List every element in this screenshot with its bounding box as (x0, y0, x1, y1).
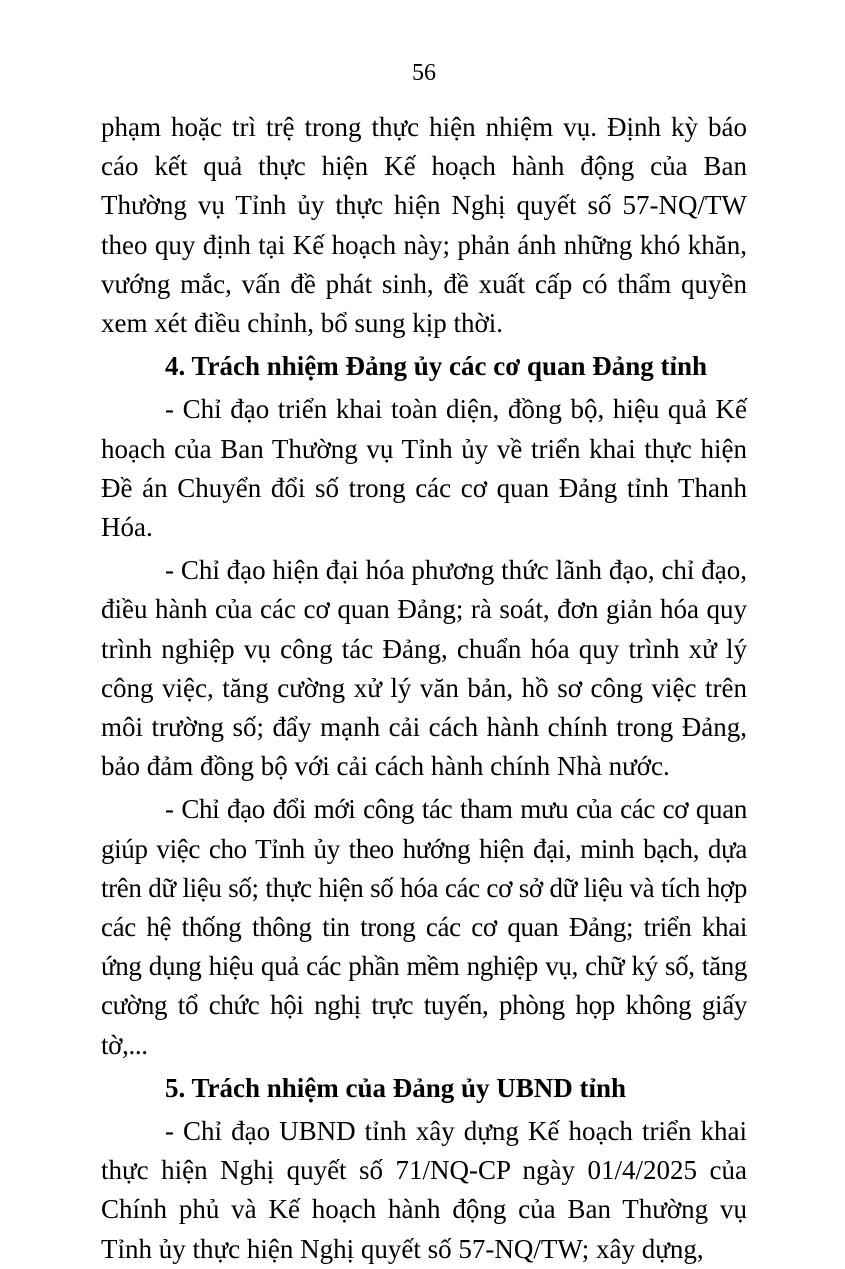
paragraph-bullet: - Chỉ đạo triển khai toàn diện, đồng bộ, hiệu quả Kế hoạch của Ban Thường vụ Tỉnh ủy về triển khai thực hiện Đề án Chuyển đổi số trong các cơ quan Đảng tỉnh Thanh Hóa. (101, 394, 747, 543)
page-number: 56 (412, 60, 436, 86)
paragraph-continuation: phạm hoặc trì trệ trong thực hiện nhiệm vụ. Định kỳ báo cáo kết quả thực hiện Kế hoạch hành động của Ban Thường vụ Tỉnh ủy thực hiện Nghị quyết số 57-NQ/TW theo quy định tại Kế hoạch này; phản ánh những khó khăn, vướng mắc, vấn đề phát sinh, đề xuất cấp có thẩm quyền xem xét điều chỉnh, bổ sung kịp thời. (101, 112, 747, 339)
paragraph-bullet: - Chỉ đạo UBND tỉnh xây dựng Kế hoạch triển khai thực hiện Nghị quyết số 71/NQ-CP ngày 01/4/2025 của Chính phủ và Kế hoạch hành động của Ban Thường vụ Tỉnh ủy thực hiện Nghị quyết số 57-NQ/TW; xây dựng, (101, 1116, 747, 1264)
section-heading-5: 5. Trách nhiệm của Đảng ủy UBND tỉnh (165, 1072, 627, 1103)
section-heading-4: 4. Trách nhiệm Đảng ủy các cơ quan Đảng tỉnh (165, 351, 708, 382)
paragraph-bullet: - Chỉ đạo đổi mới công tác tham mưu của các cơ quan giúp việc cho Tỉnh ủy theo hướng hiện đại, minh bạch, dựa trên dữ liệu số; thực hiện số hóa các cơ sở dữ liệu và tích hợp các hệ thống thông tin trong các cơ quan Đảng; triển khai ứng dụng hiệu quả các phần mềm nghiệp vụ, chữ ký số, tăng cường tổ chức hội nghị trực tuyến, phòng họp không giấy tờ,... (101, 794, 747, 1060)
paragraph-bullet: - Chỉ đạo hiện đại hóa phương thức lãnh đạo, chỉ đạo, điều hành của các cơ quan Đảng; rà soát, đơn giản hóa quy trình nghiệp vụ công tác Đảng, chuẩn hóa quy trình xử lý công việc, tăng cường xử lý văn bản, hồ sơ công việc trên môi trường số; đẩy mạnh cải cách hành chính trong Đảng, bảo đảm đồng bộ với cải cách hành chính Nhà nước. (101, 555, 747, 782)
